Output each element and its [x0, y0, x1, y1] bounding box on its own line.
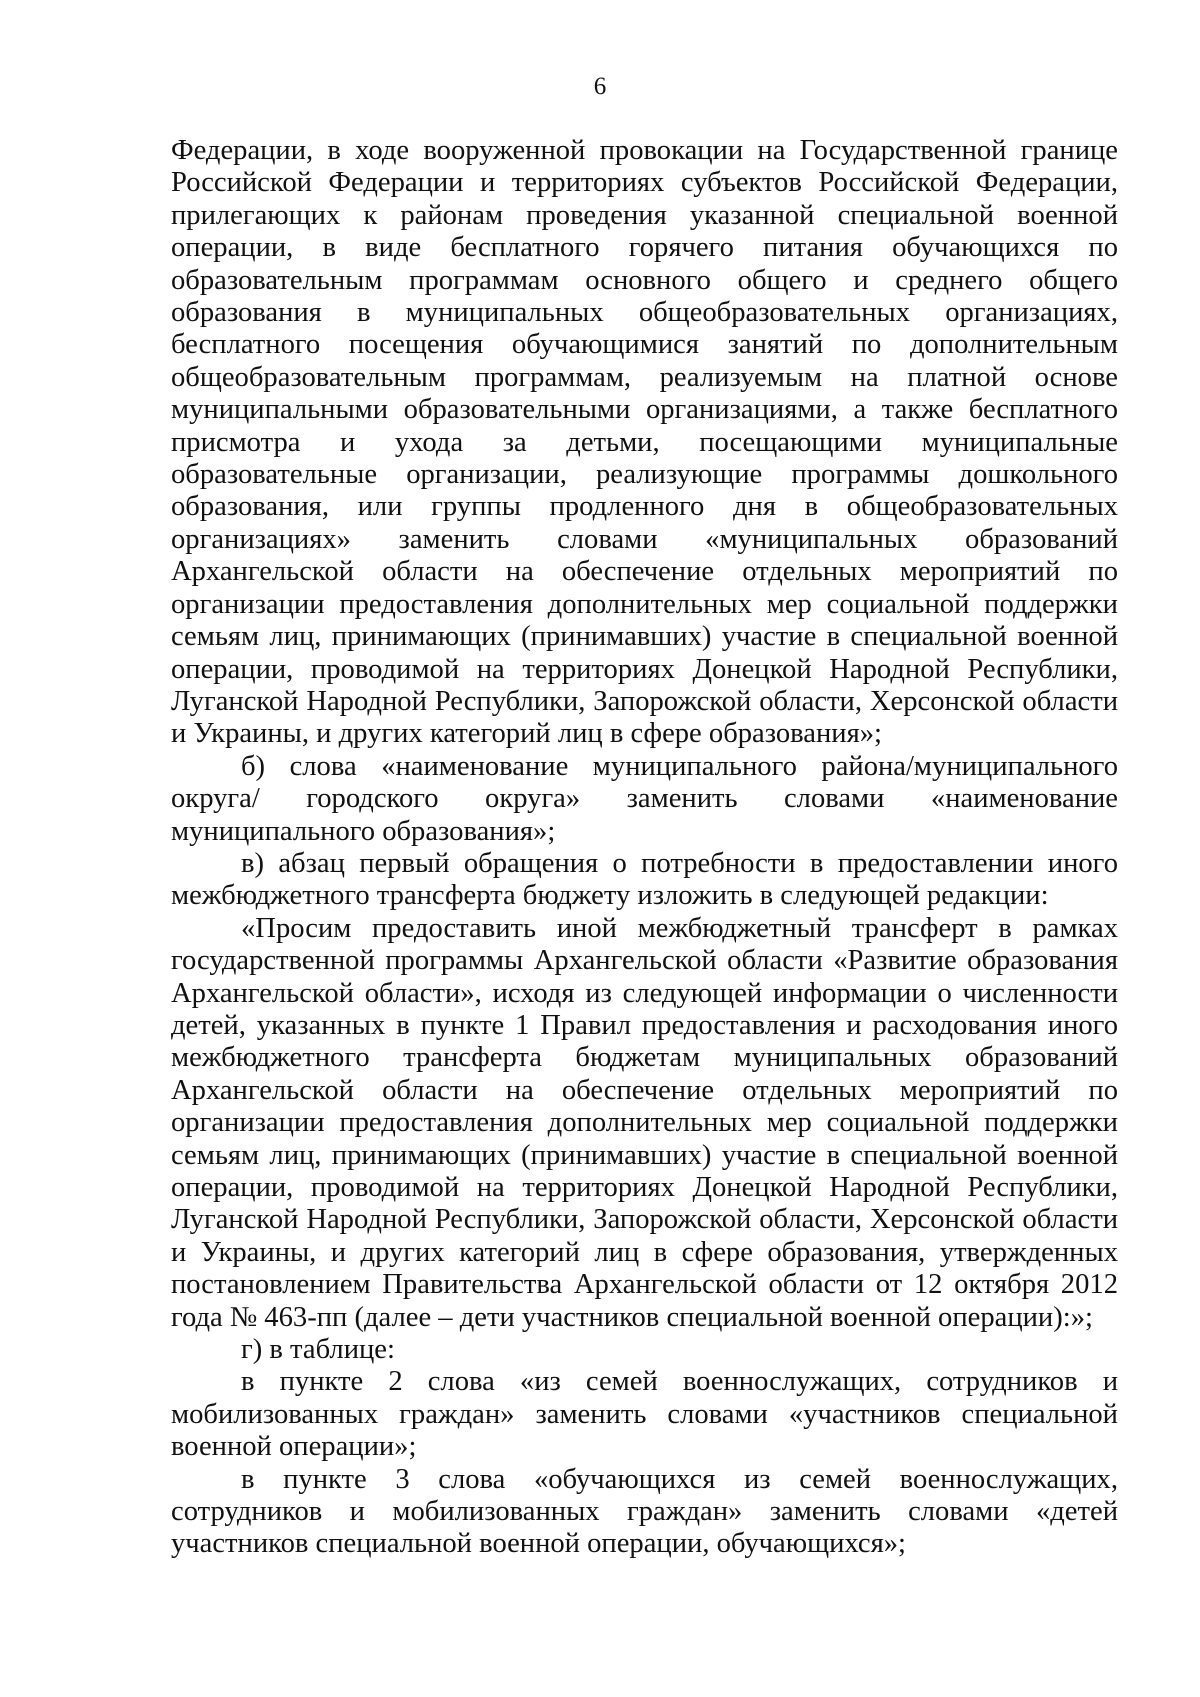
document-body — [171, 135, 1118, 1561]
paragraph-item-g: г) в таблице: — [241, 1334, 395, 1366]
page-number: 6 — [593, 73, 607, 100]
paragraph-table-point-3: в пункте 3 слова «обучающихся из семей военнослужащих, сотрудников и мобилизованных граждан» заменить словами «детей участников специальной военной операции, обучающихся»; — [171, 1463, 1118, 1560]
paragraph-continuation: Федерации, в ходе вооруженной провокации на Государственной границе Российской Федерации и территориях субъектов Российской Федерации, прилегающих к районам проведения указанной специальной военной операции, в виде бесплатного горячего питания обучающихся по образовательным программам основного общего и среднего общего образования в муниципальных общеобразовательных организациях, бесплатного посещения обучающимися занятий по дополнительным общеобразовательным программам, реализуемым на платной основе муниципальными образовательными организациями, а также бесплатного присмотра и ухода за детьми, посещающими муниципальные образовательные организации, реализующие программы дошкольного образования, или группы продленного дня в общеобразовательных организациях» заменить словами «муниципальных образований Архангельской области на обеспечение отдельных мероприятий по организации предоставления дополнительных мер социальной поддержки семьям лиц, принимающих (принимавших) участие в специальной военной операции, проводимой на территориях Донецкой Народной Республики, Луганской Народной Республики, Запорожской области, Херсонской области и Украины, и других категорий лиц в сфере образования»; — [171, 135, 1118, 750]
paragraph-quoted-request: «Просим предоставить иной межбюджетный трансферт в рамках государственной программы Архангельской области «Развитие образования Архангельской области», исходя из следующей информации о численности детей, указанных в пункте 1 Правил предоставления и расходования иного межбюджетного трансферта бюджетам муниципальных образований Архангельской области на обеспечение отдельных мероприятий по организации предоставления дополнительных мер социальной поддержки семьям лиц, принимающих (принимавших) участие в специальной военной операции, проводимой на территориях Донецкой Народной Республики, Луганской Народной Республики, Запорожской области, Херсонской области и Украины, и других категорий лиц в сфере образования, утвержденных постановлением Правительства Архангельской области от 12 октября 2012 года № 463-пп (далее – дети участников специальной военной операции):»; — [171, 912, 1118, 1333]
paragraph-item-v: в) абзац первый обращения о потребности в предоставлении иного межбюджетного трансферта бюджету изложить в следующей редакции: — [171, 847, 1118, 912]
paragraph-table-point-2: в пункте 2 слова «из семей военнослужащих, сотрудников и мобилизованных граждан» заменить словами «участников специальной военной операции»; — [171, 1366, 1118, 1463]
paragraph-item-b: б) слова «наименование муниципального района/муниципального округа/ городского округа» заменить словами «наименование муниципального образования»; — [171, 750, 1118, 847]
